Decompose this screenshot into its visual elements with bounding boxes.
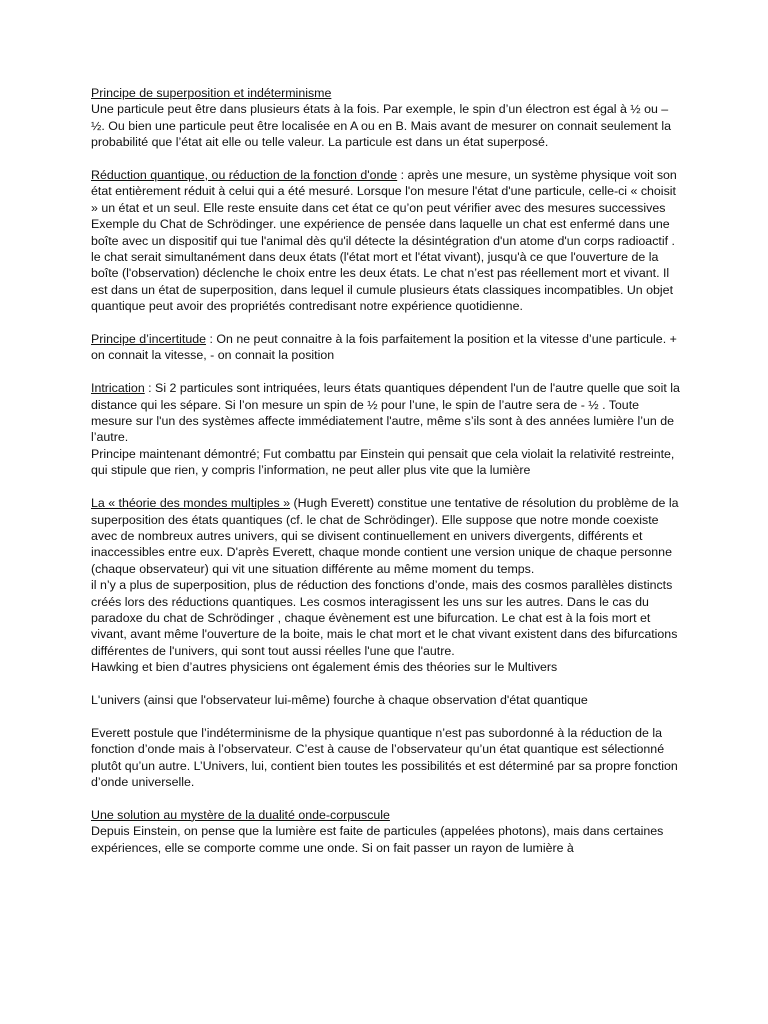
- section-reduction: [91, 167, 680, 315]
- paragraph-text: : après une mesure, un système physique voit son état entièrement réduit à celui qui a été mesuré. Lorsque l'on mesure l'état d'une particule, celle-ci « choisit » un état et un seul. Elle reste ensuite dans cet état ce qu’on peut vérifier avec des mesures successives: [91, 168, 677, 215]
- paragraph: Depuis Einstein, on pense que la lumière est faite de particules (appelées photons), mais dans certaines expériences, elle se comporte comme une onde. Si on fait passer un rayon de lumière à: [91, 824, 664, 855]
- paragraph: Everett postule que l’indéterminisme de la physique quantique n’est pas subordonné à la réduction de la fonction d’onde mais à l’observateur. C’est à cause de l’observateur qu’un état quantique est sélectionné plutôt qu’un autre. L’Univers, lui, contient bien toutes les possibilités et est déterminé par sa propre fonction d’onde universelle.: [91, 725, 678, 789]
- paragraph: L'univers (ainsi que l'observateur lui-même) fourche à chaque observation d'état quantique: [91, 692, 588, 707]
- paragraph: Hawking et bien d’autres physiciens ont également émis des théories sur le Multivers: [91, 660, 558, 675]
- paragraph: Principe maintenant démontré; Fut combattu par Einstein qui pensait que cela violait la relativité restreinte, qui stipule que rien, y compris l’information, ne peut aller plus vite que la lumière: [91, 446, 675, 478]
- section-title: Une solution au mystère de la dualité onde-corpuscule: [91, 807, 390, 822]
- paragraph: [91, 495, 680, 577]
- section-univers: [91, 692, 680, 708]
- section-title: Principe de superposition et indéterminisme: [91, 86, 332, 100]
- term-heading: Intrication: [91, 381, 145, 396]
- paragraph-text: : Si 2 particules sont intriquées, leurs états quantiques dépendent l'un de l'autre quelle que soit la distance qui les sépare. Si l’on mesure un spin de ½ pour l’une, le spin de l’autre sera de - ½ . Toute mesure sur l'un des systèmes affecte immédiatement l'autre, même s’ils sont à des années lumière l’un de l’autre.: [91, 381, 680, 445]
- section-mondes-multiples: [91, 495, 680, 675]
- section-intrication: [91, 380, 680, 478]
- paragraph: [91, 167, 680, 216]
- term-heading: Principe d’incertitude: [91, 332, 207, 347]
- section-everett: [91, 725, 680, 791]
- section-incertitude: [91, 331, 680, 364]
- paragraph: il n’y a plus de superposition, plus de réduction des fonctions d’onde, mais des cosmos parallèles distincts créés lors des réductions quantiques. Les cosmos interagissent les uns sur les autres. Dans le cas du paradoxe du chat de Schrödinger , chaque évènement est une bifurcation. Le chat est à la fois mort et vivant, avant même l'ouverture de la boite, mais le chat mort et le chat vivant existent dans des bifurcations différentes de l'univers, qui sont tout aussi réelles l'une que l'autre.: [91, 578, 678, 658]
- section-dualite: [91, 807, 680, 856]
- paragraph-text: (Hugh Everett) constitue une tentative de résolution du problème de la superposition des états quantiques (cf. le chat de Schrödinger). Elle suppose que notre monde coexiste avec de nombreux autres univers, qui se divisent continuellement en univers divergents, différents et inaccessibles entre eux. D'après Everett, chaque monde contient une version unique de chaque personne (chaque observateur) qui vit une situation différente au même moment du temps.: [91, 496, 679, 576]
- paragraph-text: : On ne peut connaitre à la fois parfaitement la position et la vitesse d’une particule. + on connait la vitesse, - on connait la position: [91, 332, 677, 363]
- paragraph: Une particule peut être dans plusieurs états à la fois. Par exemple, le spin d’un électron est égal à ½ ou – ½. Ou bien une particule peut être localisée en A ou en B. Mais avant de mesurer on connait seulement la probabilité que l’état ait elle ou telle valeur. La particule est dans un état superposé.: [91, 102, 671, 150]
- term-heading: La « théorie des mondes multiples »: [91, 496, 291, 511]
- term-heading: Réduction quantique, ou réduction de la fonction d'onde: [91, 168, 398, 183]
- paragraph: [91, 331, 680, 364]
- paragraph: Exemple du Chat de Schrödinger. une expérience de pensée dans laquelle un chat est enfermé dans une boîte avec un dispositif qui tue l'animal dès qu'il détecte la désintégration d'un atome d'un corps radioactif . le chat serait simultanément dans deux états (l'état mort et l'état vivant), jusqu'à ce que l'ouverture de la boîte (l'observation) déclenche le choix entre les deux états. Le chat n’est pas réellement mort et vivant. Il est dans un état de superposition, dans lequel il cumule plusieurs états classiques incompatibles. Un objet quantique peut avoir des propriétés contredisant notre expérience quotidienne.: [91, 217, 675, 314]
- paragraph: [91, 380, 680, 446]
- section-superposition: [91, 85, 680, 151]
